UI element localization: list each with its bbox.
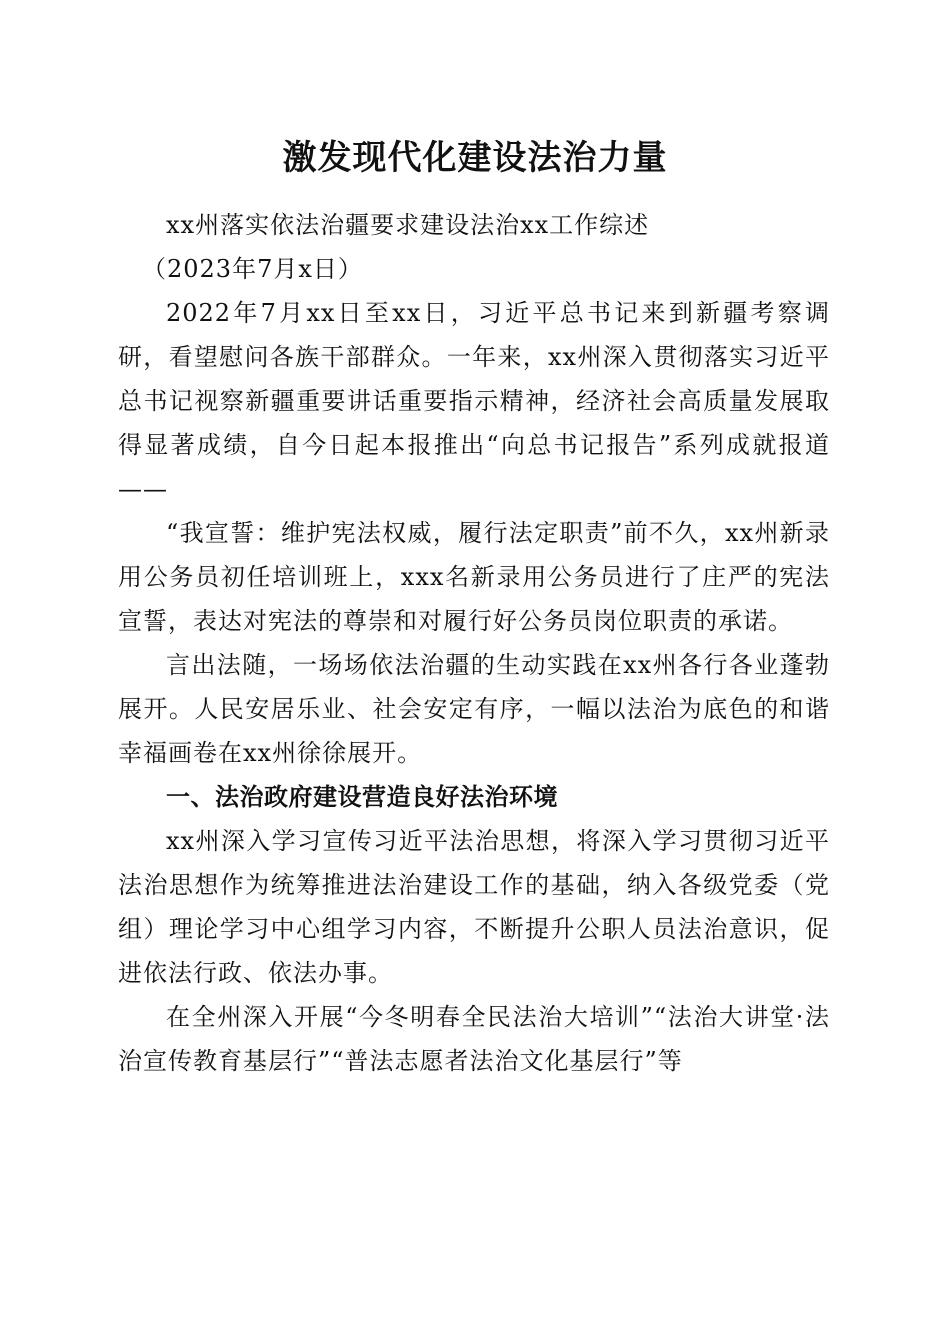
paragraph-1: 2022年7月xx日至xx日，习近平总书记来到新疆考察调研，看望慰问各族干部群众。一年来，xx州深入贯彻落实习近平总书记视察新疆重要讲话重要指示精神，经济社会高质量发展取得显著成绩，自今日起本报推出“向总书记报告”系列成就报道—— bbox=[118, 299, 830, 503]
paragraph-2: “我宣誓：维护宪法权威，履行法定职责”前不久，xx州新录用公务员初任培训班上，xxx名新录用公务员进行了庄严的宪法宣誓，表达对宪法的尊崇和对履行好公务员岗位职责的承诺。 bbox=[118, 519, 830, 635]
document-title: 激发现代化建设法治力量 bbox=[282, 138, 668, 178]
document-subtitle: xx州落实依法治疆要求建设法治xx工作综述 bbox=[166, 211, 650, 239]
section-heading: 一、法治政府建设营造良好法治环境 bbox=[166, 783, 558, 811]
section-paragraph-1: xx州深入学习宣传习近平法治思想，将深入学习贯彻习近平法治思想作为统筹推进法治建设工作的基础，纳入各级党委（党组）理论学习中心组学习内容，不断提升公职人员法治意识，促进依法行政、依法办事。 bbox=[118, 827, 830, 987]
document-body bbox=[118, 203, 830, 1083]
document-date: （2023年7月x日） bbox=[142, 255, 363, 283]
paragraph-3: 言出法随，一场场依法治疆的生动实践在xx州各行各业蓬勃展开。人民安居乐业、社会安定有序，一幅以法治为底色的和谐幸福画卷在xx州徐徐展开。 bbox=[118, 651, 830, 767]
section-paragraph-2: 在全州深入开展“今冬明春全民法治大培训”“法治大讲堂·法治宣传教育基层行”“普法志愿者法治文化基层行”等 bbox=[118, 1003, 830, 1075]
